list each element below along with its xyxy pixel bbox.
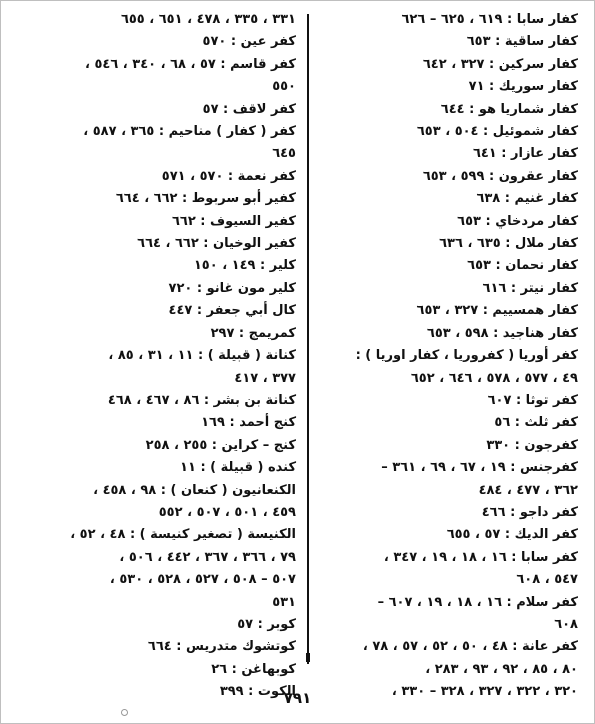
index-entry: كلير : ١٤٩ ، ١٥٠ bbox=[193, 258, 296, 274]
index-entry-continuation: ٧٩ ، ٣٦٦ ، ٣٦٧ ، ٤٤٢ ، ٥٠٦ ، bbox=[119, 549, 296, 565]
index-entry-continuation: ٦٤٥ bbox=[272, 146, 296, 162]
index-entry: كفرجون : ٣٣٠ bbox=[486, 437, 578, 453]
index-entry-continuation: ٨٠ ، ٨٥ ، ٩٢ ، ٩٣ ، ٢٨٣ ، bbox=[425, 661, 578, 677]
index-entry: كفار سركين : ٣٢٧ ، ٦٤٢ bbox=[422, 56, 578, 72]
scan-corner-mark bbox=[121, 709, 128, 716]
index-entry: كفار عقرون : ٥٩٩ ، ٦٥٣ bbox=[422, 168, 578, 184]
index-entry: كفار عازار : ٦٤١ bbox=[472, 146, 578, 162]
index-column-left bbox=[22, 9, 296, 704]
index-entry: كفر قاسم : ٥٧ ، ٦٨ ، ٣٤٠ ، ٥٤٦ ، bbox=[85, 56, 296, 72]
index-entry: كفار نحمان : ٦٥٣ bbox=[467, 258, 578, 274]
index-entry: كفر سابا : ١٦ ، ١٨ ، ١٩ ، ٣٤٧ ، bbox=[383, 549, 578, 565]
index-column-right bbox=[320, 9, 578, 704]
index-entry: كفر سلام : ١٦ ، ١٨ ، ١٩ ، ٦٠٧ – bbox=[377, 594, 578, 610]
index-entry-continuation: ٣٣١ ، ٣٣٥ ، ٤٧٨ ، ٦٥١ ، ٦٥٥ bbox=[120, 12, 296, 27]
index-entry: كفر نعمة : ٥٧٠ ، ٥٧١ bbox=[161, 168, 296, 184]
index-entry-continuation: ٥٤٧ ، ٦٠٨ bbox=[516, 572, 578, 588]
index-entry-continuation: ٤٩ ، ٥٧٧ ، ٥٧٨ ، ٦٤٦ ، ٦٥٢ bbox=[410, 370, 578, 386]
index-entry: كفر أوريا ( كفروريا ، كفار اوريا ) : bbox=[355, 348, 578, 364]
index-entry-continuation: ٣٦٢ ، ٤٧٧ ، ٤٨٤ bbox=[478, 482, 578, 498]
page-number: ٧٩١ bbox=[283, 689, 312, 707]
index-entry: كفير السيوف : ٦٦٢ bbox=[171, 213, 296, 229]
index-entry: كفر الديك : ٥٧ ، ٦٥٥ bbox=[446, 527, 578, 543]
index-entry-continuation: ٥٥٠ bbox=[272, 79, 296, 95]
index-entry: كوبر : ٥٧ bbox=[237, 616, 296, 632]
index-entry-continuation: ٦٠٨ bbox=[554, 616, 578, 632]
index-entry: كنانة ( قبيلة ) : ١١ ، ٣١ ، ٨٥ ، bbox=[108, 348, 296, 364]
index-entry: كفير أبو سربوط : ٦٦٢ ، ٦٦٤ bbox=[115, 191, 296, 207]
index-entry: كفر داجو : ٤٦٦ bbox=[481, 504, 578, 520]
index-entry: كفار همسييم : ٣٢٧ ، ٦٥٣ bbox=[416, 303, 578, 319]
index-entry: كفار ملال : ٦٣٥ ، ٦٣٦ bbox=[439, 236, 578, 252]
index-entry: كفرجنس : ١٩ ، ٦٧ ، ٦٩ ، ٣٦١ – bbox=[381, 460, 578, 476]
index-entry: الكنعانيون ( كنعان ) : ٩٨ ، ٤٥٨ ، bbox=[93, 482, 296, 498]
index-entry: كفير الوخيان : ٦٦٢ ، ٦٦٤ bbox=[137, 236, 296, 252]
column-divider-end-mark bbox=[306, 653, 310, 662]
index-entry-continuation: ٤٥٩ ، ٥٠١ ، ٥٠٧ ، ٥٥٢ bbox=[158, 504, 296, 520]
index-entry: كنج أحمد : ١٦٩ bbox=[201, 415, 296, 431]
index-entry-continuation: ٣٧٧ ، ٤١٧ bbox=[234, 370, 296, 386]
index-entry: كفار سابا : ٦١٩ ، ٦٢٥ – ٦٢٦ bbox=[401, 12, 578, 27]
index-entry: كفر توثا : ٦٠٧ bbox=[487, 392, 578, 408]
index-entry: كنانة بن بشر : ٨٦ ، ٤٦٧ ، ٤٦٨ bbox=[107, 392, 296, 408]
index-entry: كفر ثلث : ٥٦ bbox=[494, 415, 578, 431]
index-entry: الكوت : ٣٩٩ bbox=[219, 684, 296, 700]
index-entry: كفار سوريك : ٧١ bbox=[468, 79, 578, 95]
index-entry: كال أبي جعفر : ٤٤٧ bbox=[168, 303, 296, 319]
index-entry: الكنيسة ( تصغير كنيسة ) : ٤٨ ، ٥٢ ، bbox=[70, 527, 296, 543]
index-entry-continuation: ٥٣١ bbox=[272, 594, 296, 610]
column-divider bbox=[307, 14, 309, 664]
index-entry: كنج – كراين : ٢٥٥ ، ٢٥٨ bbox=[145, 437, 296, 453]
index-entry: كفار شماريا هو : ٦٤٤ bbox=[440, 101, 578, 117]
index-entry: كفار هناجيد : ٥٩٨ ، ٦٥٣ bbox=[426, 325, 578, 341]
index-entry: كوتشوك متدريس : ٦٦٤ bbox=[147, 639, 296, 655]
index-entry: كفر عانة : ٤٨ ، ٥٠ ، ٥٢ ، ٥٧ ، ٧٨ ، bbox=[362, 639, 578, 655]
index-entry: كنده ( قبيلة ) : ١١ bbox=[180, 460, 296, 476]
index-entry: كوبهاغن : ٢٦ bbox=[211, 661, 296, 677]
index-entry: كلير مون غانو : ٧٢٠ bbox=[168, 280, 296, 296]
index-entry: كمريمج : ٢٩٧ bbox=[210, 325, 296, 341]
index-entry: كفر لاقف : ٥٧ bbox=[202, 101, 296, 117]
index-entry: كفر عين : ٥٧٠ bbox=[202, 34, 296, 50]
index-entry: كفار ساقية : ٦٥٣ bbox=[466, 34, 578, 50]
index-entry-continuation: ٥٠٧ – ٥٠٨ ، ٥٢٧ ، ٥٢٨ ، ٥٣٠ ، bbox=[109, 572, 296, 588]
index-entry: كفر ( كفار ) مناحيم : ٣٦٥ ، ٥٨٧ ، bbox=[83, 124, 296, 140]
index-entry: كفار نيتر : ٦١٦ bbox=[482, 280, 578, 296]
index-entry: كفار غنيم : ٦٣٨ bbox=[476, 191, 578, 207]
index-entry-continuation: ٣٢٠ ، ٣٢٢ ، ٣٢٧ ، ٣٢٨ – ٣٣٠ ، bbox=[391, 684, 578, 700]
index-entry: كفار مردخاي : ٦٥٣ bbox=[457, 213, 578, 229]
index-entry: كفار شموئيل : ٥٠٤ ، ٦٥٣ bbox=[416, 124, 578, 140]
